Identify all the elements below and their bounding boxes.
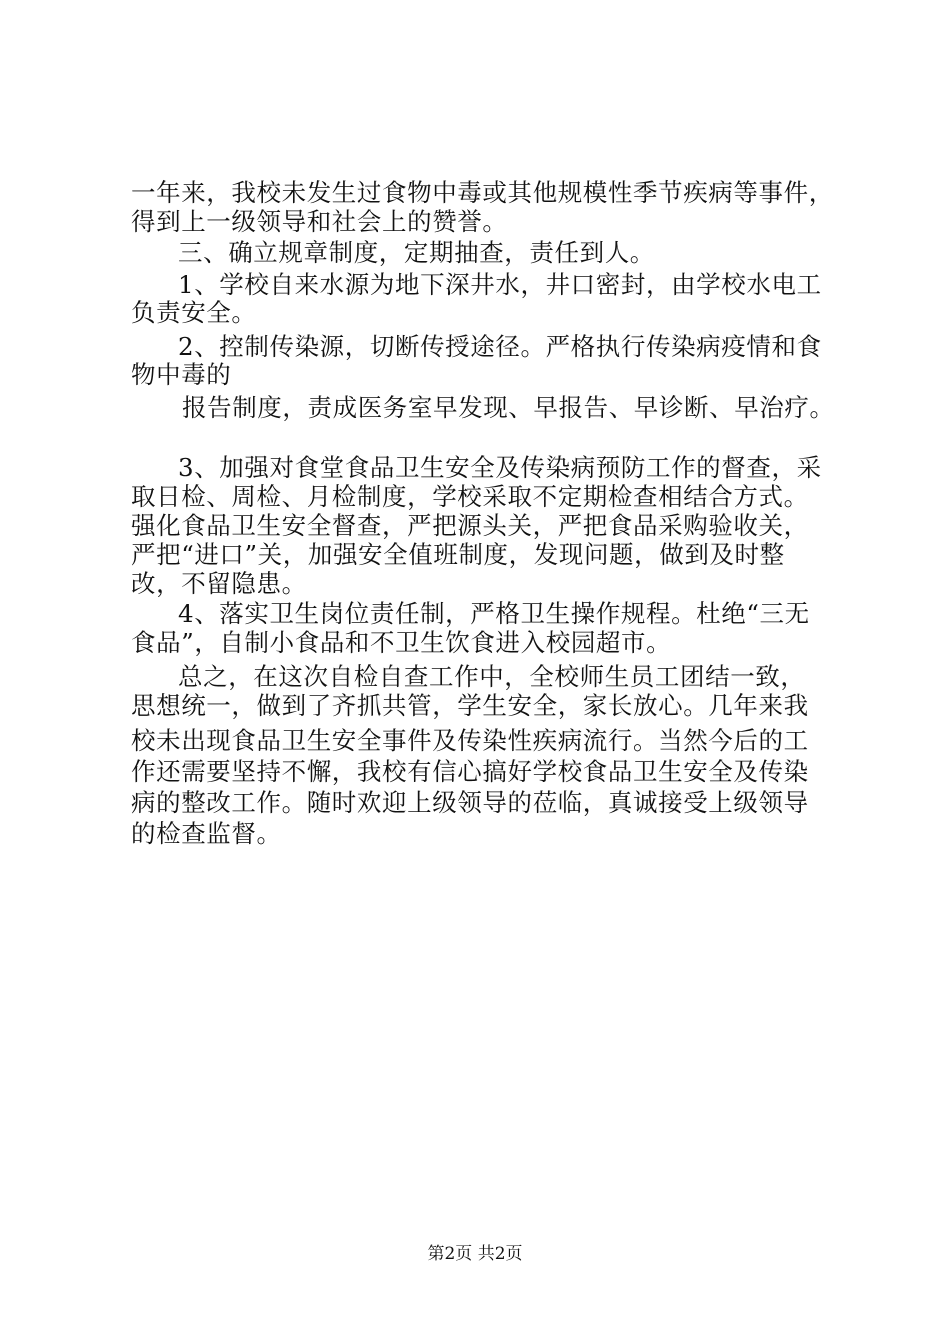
text-line: 病的整改工作。随时欢迎上级领导的莅临，真诚接受上级领导: [131, 788, 809, 817]
page-number: 第2页 共2页: [427, 1244, 523, 1264]
text-line: 报告制度，责成医务室早发现、早报告、早诊断、早治疗。: [182, 393, 835, 422]
text-line: 一年来，我校未发生过食物中毒或其他规模性季节疾病等事件，: [131, 178, 834, 207]
text-line: 物中毒的: [131, 360, 232, 389]
text-line: 负责安全。: [131, 298, 257, 327]
text-line: 严把“进口”关，加强安全值班制度，发现问题，做到及时整: [131, 540, 785, 569]
text-line: 三、确立规章制度，定期抽查，责任到人。: [178, 238, 655, 267]
text-line: 思想统一，做到了齐抓共管，学生安全，家长放心。几年来我: [131, 691, 809, 720]
text-line: 校未出现食品卫生安全事件及传染性疾病流行。当然今后的工: [131, 726, 809, 755]
text-line: 1、学校自来水源为地下深井水，井口密封，由学校水电工: [178, 270, 822, 299]
text-line: 总之，在这次自检自查工作中，全校师生员工团结一致，: [178, 662, 806, 691]
text-line: 改，不留隐患。: [131, 569, 307, 598]
text-line: 得到上一级领导和社会上的赞誉。: [131, 207, 508, 236]
text-line: 强化食品卫生安全督查，严把源头关，严把食品采购验收关，: [131, 511, 809, 540]
text-line: 2、控制传染源，切断传授途径。严格执行传染病疫情和食: [178, 332, 822, 361]
text-line: 食品”，自制小食品和不卫生饮食进入校园超市。: [131, 628, 672, 657]
text-line: 作还需要坚持不懈，我校有信心搞好学校食品卫生安全及传染: [131, 757, 809, 786]
text-line: 3、加强对食堂食品卫生安全及传染病预防工作的督查，采: [178, 453, 822, 482]
text-line: 的检查监督。: [131, 819, 282, 848]
text-line: 4、落实卫生岗位责任制，严格卫生操作规程。杜绝“三无: [178, 599, 810, 628]
text-line: 取日检、周检、月检制度，学校采取不定期检查相结合方式。: [131, 482, 809, 511]
